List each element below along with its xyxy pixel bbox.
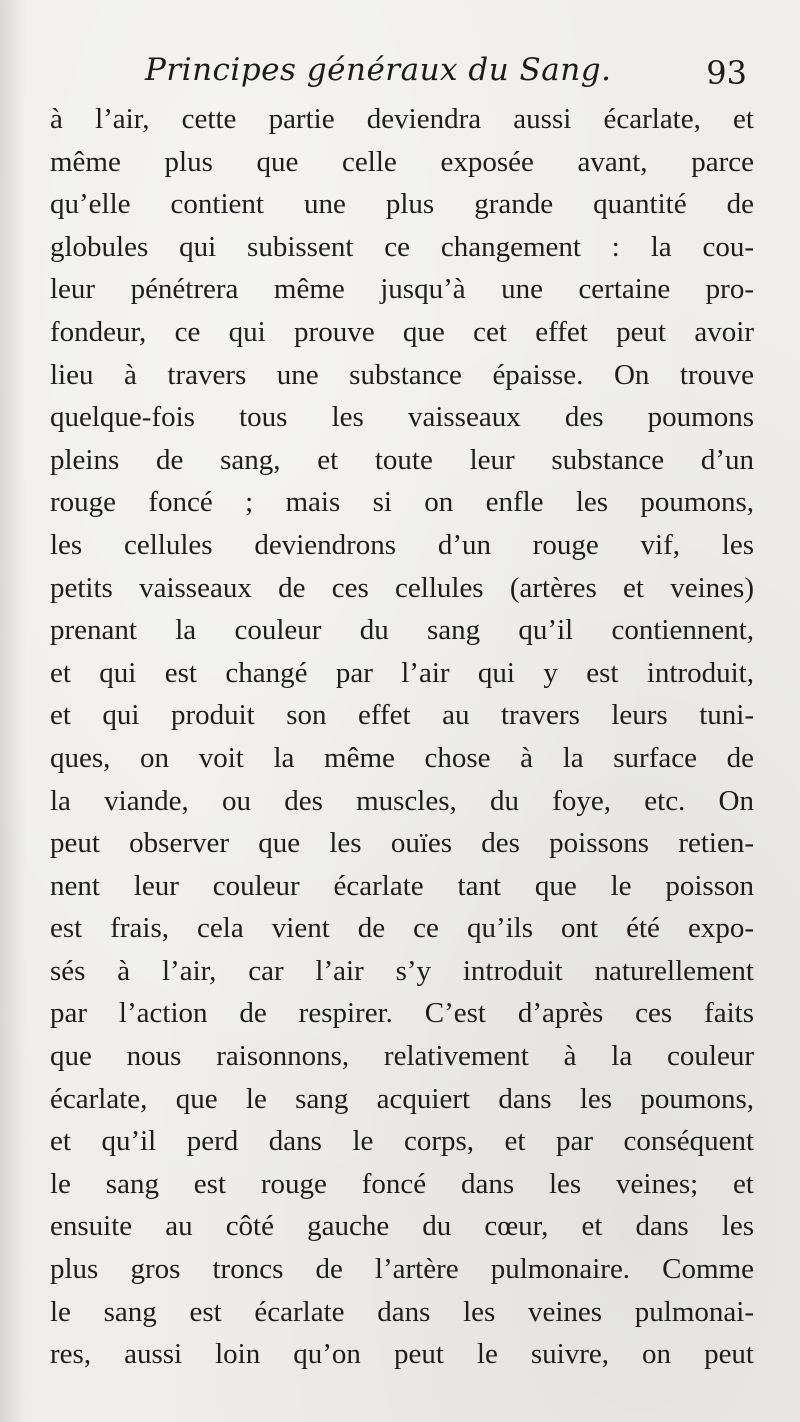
text-line: quelque-fois tous les vaisseaux des poumons — [50, 401, 754, 434]
text-line: et qui est changé par l’air qui y est introduit, — [50, 656, 754, 689]
text-line: ensuite au côté gauche du cœur, et dans les — [50, 1210, 754, 1243]
running-title: Principes généraux du Sang. — [145, 52, 612, 88]
text-line: fondeur, ce qui prouve que cet effet peut avoir — [50, 315, 754, 348]
text-line: nent leur couleur écarlate tant que le poisson — [50, 869, 754, 902]
page-number: 93 — [706, 54, 747, 92]
text-line: ques, on voit la même chose à la surface de — [50, 741, 754, 774]
text-line: même plus que celle exposée avant, parce — [50, 145, 754, 178]
text-line: la viande, ou des muscles, du foye, etc. On — [50, 784, 754, 817]
text-line: petits vaisseaux de ces cellules (artères et veines) — [50, 571, 754, 604]
text-line: prenant la couleur du sang qu’il contiennent, — [50, 614, 754, 647]
text-line: écarlate, que le sang acquiert dans les poumons, — [50, 1082, 754, 1115]
text-line: est frais, cela vient de ce qu’ils ont été expo- — [50, 912, 754, 945]
text-line: les cellules deviendrons d’un rouge vif, les — [50, 528, 754, 561]
text-line: rouge foncé ; mais si on enfle les poumons, — [50, 486, 754, 519]
text-line: que nous raisonnons, relativement à la couleur — [50, 1040, 754, 1073]
text-line: et qu’il perd dans le corps, et par conséquent — [50, 1125, 754, 1158]
body-text — [50, 98, 754, 1376]
text-line: le sang est écarlate dans les veines pulmonai- — [50, 1295, 754, 1328]
text-line: le sang est rouge foncé dans les veines; et — [50, 1167, 754, 1200]
text-line: peut observer que les ouïes des poissons retien- — [50, 827, 754, 860]
text-line: à l’air, cette partie deviendra aussi écarlate, et — [50, 103, 754, 135]
text-line: globules qui subissent ce changement : la cou- — [50, 230, 754, 263]
text-line: qu’elle contient une plus grande quantité de — [50, 188, 754, 221]
text-line: pleins de sang, et toute leur substance d’un — [50, 443, 754, 476]
page-header — [145, 52, 765, 102]
text-line: et qui produit son effet au travers leurs tuni- — [50, 699, 754, 732]
text-line: plus gros troncs de l’artère pulmonaire. Comme — [50, 1253, 754, 1286]
text-line: par l’action de respirer. C’est d’après ces faits — [50, 997, 754, 1030]
text-line: sés à l’air, car l’air s’y introduit naturellement — [50, 954, 754, 987]
text-line: leur pénétrera même jusqu’à une certaine pro- — [50, 273, 754, 306]
text-line: lieu à travers une substance épaisse. On trouve — [50, 358, 754, 391]
text-line: res, aussi loin qu’on peut le suivre, on peut — [50, 1338, 754, 1371]
